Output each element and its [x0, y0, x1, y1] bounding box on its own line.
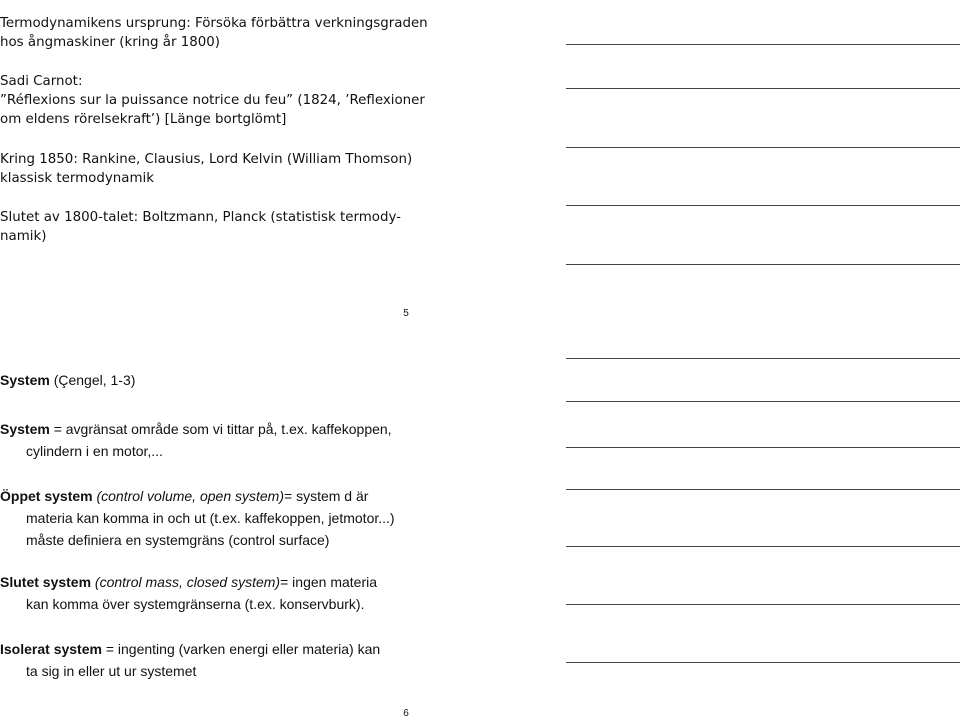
definition-isolated-line-1: = ingenting (varken energi eller materia) kan	[101, 641, 381, 657]
note-line	[566, 546, 960, 547]
definition-system-line-2: cylindern i en motor,...	[26, 443, 163, 459]
note-line	[566, 401, 960, 402]
note-line	[566, 604, 960, 605]
note-line	[566, 358, 960, 359]
note-line	[566, 205, 960, 206]
notes-area	[566, 0, 960, 720]
note-line	[566, 489, 960, 490]
definition-closed-italic: (control mass, closed system)	[91, 574, 281, 590]
statistical-line-2: namik)	[0, 229, 47, 244]
page-number-6: 6	[403, 708, 409, 719]
page-number-5: 5	[403, 308, 409, 319]
definition-system-term: System	[0, 421, 50, 437]
definition-isolated-system	[0, 638, 440, 682]
definition-closed-term: Slutet system	[0, 574, 92, 590]
definition-open-line-2: materia kan komma in och ut (t.ex. kaffekoppen, jetmotor...)	[26, 510, 395, 526]
definition-open-italic: (control volume, open system)	[92, 488, 284, 504]
definition-closed-system	[0, 571, 440, 615]
statistical-paragraph	[0, 208, 440, 246]
carnot-paragraph	[0, 72, 440, 129]
carnot-line-3: om eldens rörelsekraft’) [Länge bortglömt]	[0, 112, 287, 127]
definition-system	[0, 418, 440, 462]
classical-paragraph	[0, 150, 440, 188]
definition-isolated-term: Isolerat system	[0, 641, 102, 657]
slide-6	[0, 360, 440, 720]
definition-closed-line-1: = ingen materia	[280, 574, 378, 590]
note-line	[566, 662, 960, 663]
carnot-line-1: Sadi Carnot:	[0, 74, 83, 89]
note-line	[566, 147, 960, 148]
definition-open-term: Öppet system	[0, 488, 93, 504]
slide-title-rest: (Çengel, 1-3)	[49, 372, 136, 388]
note-line	[566, 88, 960, 89]
definition-isolated-line-2: ta sig in eller ut ur systemet	[26, 663, 197, 679]
slide-title	[0, 369, 440, 391]
classical-line-2: klassisk termodynamik	[0, 171, 154, 186]
slide-title-bold: System	[0, 372, 50, 388]
origin-line-1: Termodynamikens ursprung: Försöka förbättra verkningsgraden	[0, 16, 428, 31]
statistical-line-1: Slutet av 1800-talet: Boltzmann, Planck (statistisk termody-	[0, 210, 401, 225]
origin-line-2: hos ångmaskiner (kring år 1800)	[0, 35, 221, 50]
carnot-line-2: ”Réflexions sur la puissance notrice du feu” (1824, ’Reflexioner	[0, 93, 425, 108]
classical-line-1: Kring 1850: Rankine, Clausius, Lord Kelvin (William Thomson)	[0, 152, 413, 167]
definition-system-line-1: = avgränsat område som vi tittar på, t.ex. kaffekoppen,	[49, 421, 392, 437]
definition-closed-line-2: kan komma över systemgränserna (t.ex. konservburk).	[26, 596, 365, 612]
note-line	[566, 447, 960, 448]
slide-5	[0, 0, 440, 330]
origin-paragraph	[0, 14, 440, 52]
definition-open-line-3: måste definiera en systemgräns (control surface)	[26, 532, 330, 548]
note-line	[566, 44, 960, 45]
definition-open-line-1: = system d är	[284, 488, 369, 504]
note-line	[566, 264, 960, 265]
definition-open-system	[0, 485, 440, 551]
